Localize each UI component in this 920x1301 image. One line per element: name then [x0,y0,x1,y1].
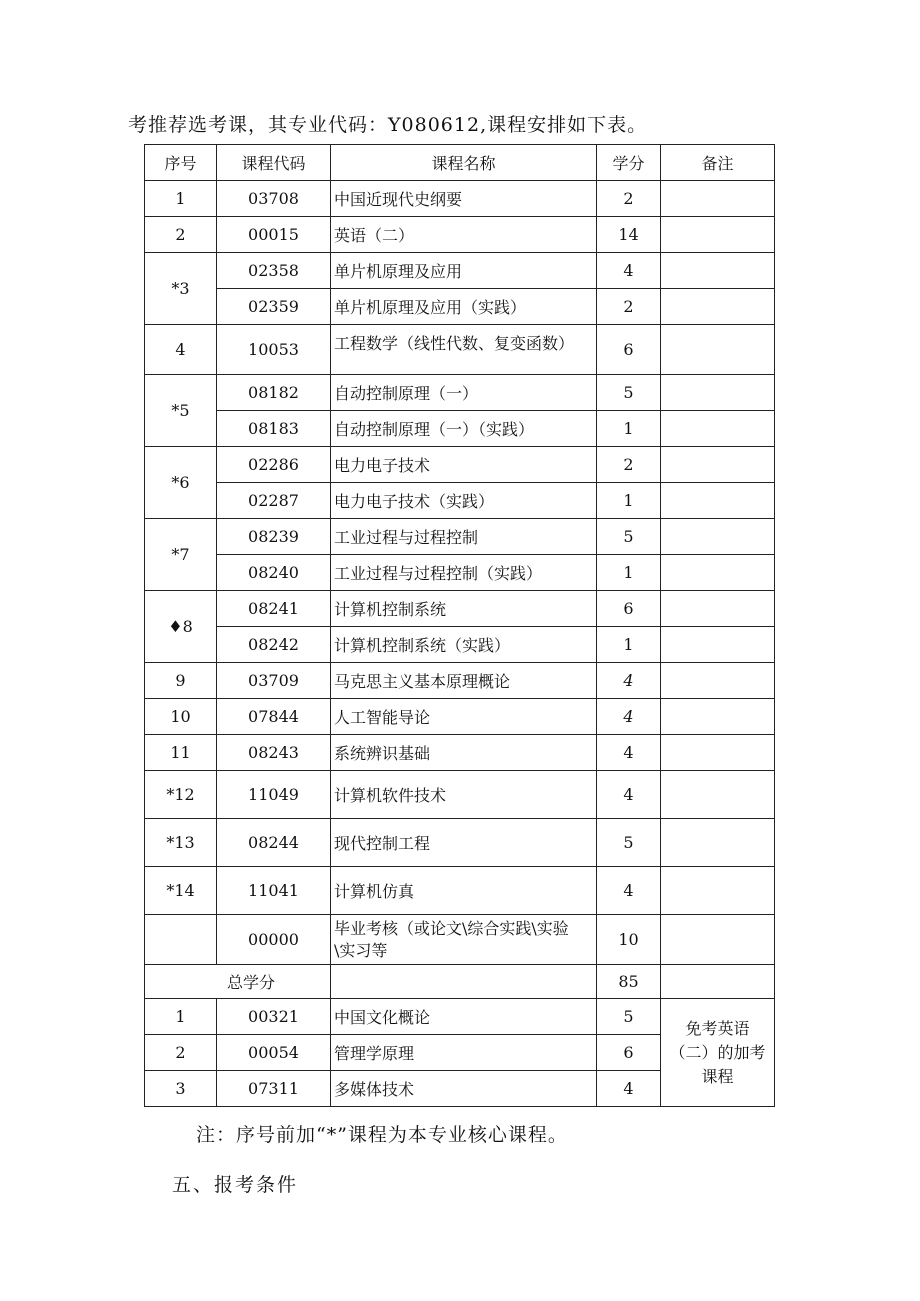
row-credit: 1 [597,627,661,663]
row-code: 07844 [217,699,331,735]
table-row [145,819,775,867]
row-credit: 4 [597,253,661,289]
row-name: 英语（二） [331,217,597,253]
row-code: 08241 [217,591,331,627]
row-name: 工业过程与过程控制（实践） [331,555,597,591]
row-seq: *12 [145,771,217,819]
table-row [145,699,775,735]
header-seq: 序号 [145,145,217,181]
row-credit: 14 [597,217,661,253]
row-credit: 2 [597,289,661,325]
row-code: 02358 [217,253,331,289]
row-remark [661,735,775,771]
table-row [145,591,775,627]
table-row [145,253,775,289]
row-remark [661,483,775,519]
row-name: 单片机原理及应用（实践） [331,289,597,325]
table-row [145,289,775,325]
row-code: 03709 [217,663,331,699]
row-remark [661,217,775,253]
row-credit: 6 [597,325,661,375]
row-remark [661,555,775,591]
row-credit: 1 [597,483,661,519]
row-code: 07311 [217,1071,331,1107]
row-code: 08239 [217,519,331,555]
row-credit: 4 [597,663,661,699]
row-code: 08240 [217,555,331,591]
row-credit: 5 [597,999,661,1035]
row-name: 人工智能导论 [331,699,597,735]
row-credit: 1 [597,411,661,447]
row-seq: *7 [145,519,217,591]
row-code: 11049 [217,771,331,819]
table-row [145,771,775,819]
row-credit: 4 [597,771,661,819]
row-seq: *6 [145,447,217,519]
row-name: 计算机软件技术 [331,771,597,819]
table-row [145,325,775,375]
row-credit: 1 [597,555,661,591]
row-code: 08183 [217,411,331,447]
row-name: 电力电子技术（实践） [331,483,597,519]
total-credit: 85 [597,965,661,999]
row-name-line1: 毕业考核（或论文\综合实践\实验 [334,918,569,938]
table-row [145,519,775,555]
extra-remark [661,999,775,1107]
row-name: 电力电子技术 [331,447,597,483]
row-code: 03708 [217,181,331,217]
row-remark [661,771,775,819]
table-row [145,375,775,411]
row-seq: ♦8 [145,591,217,663]
row-code: 08182 [217,375,331,411]
section-heading: 五、报考条件 [172,1174,299,1196]
table-row [145,663,775,699]
row-credit: 2 [597,181,661,217]
row-code: 08243 [217,735,331,771]
row-name: 计算机仿真 [331,867,597,915]
row-seq: 4 [145,325,217,375]
extra-remark-line1: 免考英语 [685,1018,750,1038]
row-name: 多媒体技术 [331,1071,597,1107]
row-seq: 9 [145,663,217,699]
table-header-row [145,145,775,181]
row-credit: 5 [597,819,661,867]
row-credit: 4 [597,699,661,735]
row-name: 马克思主义基本原理概论 [331,663,597,699]
row-remark [661,325,775,375]
row-seq: 11 [145,735,217,771]
row-remark [661,699,775,735]
row-remark [661,591,775,627]
table-row [145,181,775,217]
row-name: 中国文化概论 [331,999,597,1035]
row-seq: *5 [145,375,217,447]
row-code: 00015 [217,217,331,253]
row-credit: 4 [597,735,661,771]
row-code: 02359 [217,289,331,325]
course-table [144,144,775,1107]
row-name: 系统辨识基础 [331,735,597,771]
header-remark: 备注 [661,145,775,181]
row-code: 00000 [217,915,331,965]
row-credit: 5 [597,375,661,411]
row-credit: 4 [597,1071,661,1107]
row-seq: 1 [145,999,217,1035]
row-seq: 2 [145,1035,217,1071]
row-code: 11041 [217,867,331,915]
row-remark [661,915,775,965]
row-seq: 3 [145,1071,217,1107]
row-remark [661,663,775,699]
header-credit: 学分 [597,145,661,181]
header-name: 课程名称 [331,145,597,181]
row-credit: 4 [597,867,661,915]
row-name-line2: \实习等 [334,940,388,960]
row-remark [661,627,775,663]
table-row [145,447,775,483]
row-credit: 6 [597,1035,661,1071]
row-name: 管理学原理 [331,1035,597,1071]
core-course-note: 注：序号前加“*”课程为本专业核心课程。 [196,1124,568,1146]
row-code: 02286 [217,447,331,483]
row-seq: 1 [145,181,217,217]
row-credit: 10 [597,915,661,965]
row-name: 工程数学（线性代数、复变函数） [331,325,597,375]
row-remark [661,253,775,289]
table-row [145,411,775,447]
total-row [145,965,775,999]
row-credit: 6 [597,591,661,627]
row-name: 现代控制工程 [331,819,597,867]
extra-remark-line3: 课程 [701,1066,734,1086]
row-name: 中国近现代史纲要 [331,181,597,217]
table-row [145,555,775,591]
row-code: 08244 [217,819,331,867]
row-seq: 10 [145,699,217,735]
row-remark [661,181,775,217]
row-remark [661,375,775,411]
row-seq: *14 [145,867,217,915]
row-credit: 2 [597,447,661,483]
row-name [331,915,597,965]
total-remark [661,965,775,999]
extra-row [145,999,775,1035]
row-remark [661,519,775,555]
row-code: 08242 [217,627,331,663]
total-label: 总学分 [145,965,331,999]
row-remark [661,411,775,447]
row-name: 自动控制原理（一）（实践） [331,411,597,447]
row-name: 计算机控制系统 [331,591,597,627]
row-seq [145,915,217,965]
table-row [145,735,775,771]
header-code: 课程代码 [217,145,331,181]
table-row [145,483,775,519]
table-row [145,627,775,663]
total-name-empty [331,965,597,999]
row-remark [661,447,775,483]
row-code: 10053 [217,325,331,375]
extra-remark-line2: （二）的加考 [669,1042,766,1062]
table-row [145,915,775,965]
row-name: 单片机原理及应用 [331,253,597,289]
row-code: 00321 [217,999,331,1035]
row-remark [661,819,775,867]
row-seq: *13 [145,819,217,867]
row-name: 工业过程与过程控制 [331,519,597,555]
table-row [145,217,775,253]
row-name: 自动控制原理（一） [331,375,597,411]
row-seq: *3 [145,253,217,325]
row-code: 00054 [217,1035,331,1071]
table-row [145,867,775,915]
row-remark [661,289,775,325]
row-name: 计算机控制系统（实践） [331,627,597,663]
row-code: 02287 [217,483,331,519]
row-remark [661,867,775,915]
row-seq: 2 [145,217,217,253]
row-credit: 5 [597,519,661,555]
intro-paragraph: 考推荐选考课，其专业代码：Y080612,课程安排如下表。 [128,114,648,136]
